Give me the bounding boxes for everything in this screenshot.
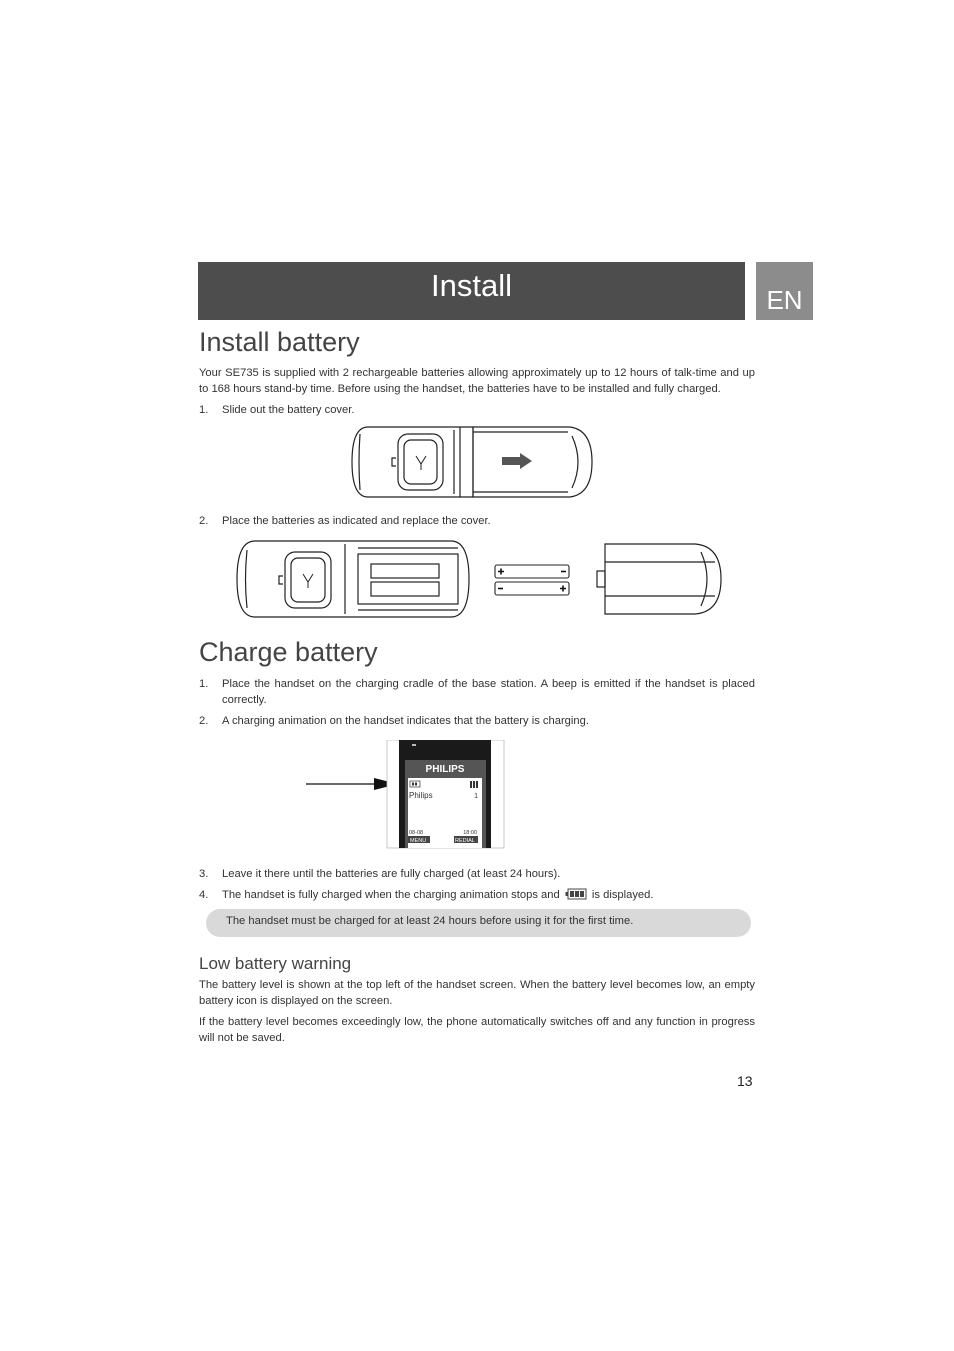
handset-time: 18:00: [463, 830, 477, 836]
step-text: Place the batteries as indicated and replace the cover.: [222, 515, 491, 527]
step-number: 1.: [199, 404, 209, 416]
handset-date: 08-08: [409, 830, 424, 836]
step-text: A charging animation on the handset indicates that the battery is charging.: [222, 715, 589, 727]
step-number: 2.: [199, 715, 209, 727]
install-battery-intro: Your SE735 is supplied with 2 rechargeable batteries allowing approximately up to 12 hours of talk-time and up to 168 hours stand-by time. Before using the handset, the batteries have to be installed and fully charged.: [199, 367, 755, 395]
handset-screen-illustration: [300, 740, 506, 850]
charge-step-4: [199, 887, 755, 903]
signal-icon: [470, 781, 472, 788]
charge-battery-heading: Charge battery: [199, 637, 378, 667]
charge-step-3: [199, 866, 755, 882]
install-step-2: [199, 513, 755, 529]
install-battery-heading: Install battery: [199, 327, 360, 357]
handset-line-number: 1: [474, 793, 478, 800]
handset-brand: PHILIPS: [425, 764, 465, 775]
low-battery-heading: Low battery warning: [199, 954, 352, 973]
step-text: Leave it there until the batteries are fully charged (at least 24 hours).: [222, 868, 561, 880]
step-text: Slide out the battery cover.: [222, 404, 355, 416]
step-text-before: The handset is fully charged when the charging animation stops and: [222, 889, 560, 901]
charge-step-1: [199, 676, 755, 708]
low-battery-paragraph-2: If the battery level becomes exceedingly low, the phone automatically switches off and any function in progress will not be saved.: [199, 1016, 755, 1044]
slide-cover-illustration: [348, 422, 596, 502]
low-battery-paragraph-1: The battery level is shown at the top left of the handset screen. When the battery level becomes low, an empty battery icon is displayed on the screen.: [199, 979, 755, 1007]
step-text: [222, 887, 755, 903]
charge-step-2: [199, 713, 755, 729]
step-number: 3.: [199, 868, 209, 880]
page-title: Install: [431, 268, 512, 303]
step-number: 4.: [199, 889, 209, 901]
step-text: Place the handset on the charging cradle of the base station. A beep is emitted if the handset is placed correctly.: [222, 678, 755, 706]
place-batteries-illustration: [233, 538, 725, 620]
step-number: 2.: [199, 515, 209, 527]
handset-name: Philips: [409, 791, 433, 800]
full-battery-icon: [565, 888, 587, 900]
softkey-redial: REDIAL: [455, 838, 475, 844]
install-step-1: [199, 402, 755, 418]
page-number: 13: [737, 1073, 753, 1089]
step-number: 1.: [199, 678, 209, 690]
language-tab: EN: [756, 262, 813, 320]
softkey-menu: MENU: [410, 838, 427, 844]
step-text-after: is displayed.: [591, 889, 654, 901]
note-text: The handset must be charged for at least 24 hours before using it for the first time.: [226, 915, 634, 927]
